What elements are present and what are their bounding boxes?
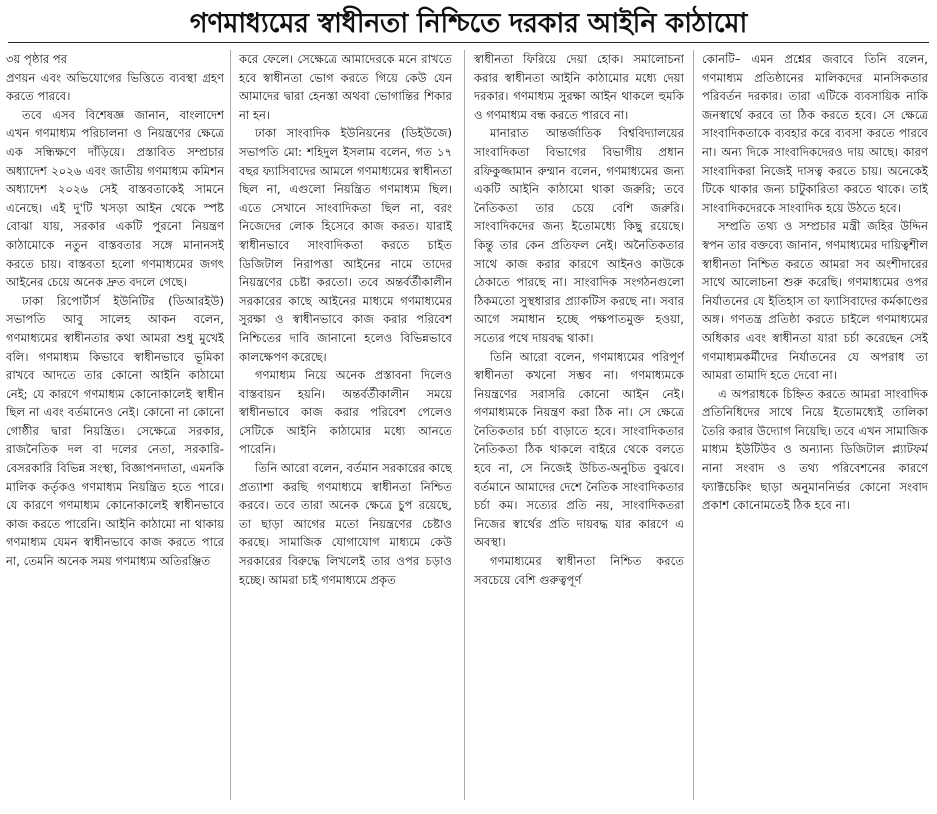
headline-box [8,5,929,43]
article-column-4 [702,50,928,808]
paragraph: সম্প্রতি তথ্য ও সম্প্রচার মন্ত্রী জহির উদ্দিন স্বপন তার বক্তব্যে জানান, গণমাধ্যমের দায়িত্বশীল স্বাধীনতা নিশ্চিত করতে আমরা সব অংশীদারের সাথে আলোচনা শুরু করেছি। গণমাধ্যমের ওপর নির্যাতনের যে ইতিহাস তা ফ্যাসিবাদের কর্মকাণ্ডের অঙ্গ। গণতন্ত্র প্রতিষ্ঠা করতে চাইলে গণমাধ্যমের অধিকার এবং স্বাধীনতা যারা চর্চা করেছেন সেই গণমাধ্যমকর্মীদের নির্যাতনের যে অপরাধ তা আমরা তামাদি হতে দেবো না। [702,219,928,383]
paragraph: করে ফেলে। সেক্ষেত্রে আমাদেরকে মনে রাখতে হবে স্বাধীনতা ভোগ করতে গিয়ে কেউ যেন আমাদের দ্বারা হেনস্তা অথবা ভোগান্তির শিকার না হন। [239,52,452,122]
paragraph: তিনি আরো বলেন, বর্তমান সরকারের কাছে প্রত্যাশা করছি গণমাধ্যমে স্বাধীনতা নিশ্চিত করবে। তবে তারা অনেক ক্ষেত্রে চুপ রয়েছে, তা ছাড়া আগের মতো নিয়ন্ত্রণের চেষ্টাও করছে। সামাজিক যোগাযোগ মাধ্যমে কেউ সরকারের বিরুদ্ধে লিখলেই তার ওপর চড়াও হচ্ছে। আমরা চাই গণমাধ্যমে প্রকৃত [239,461,452,587]
paragraph: ঢাকা রিপোর্টার্স ইউনিটির (ডিআরইউ) সভাপতি আবু সালেহ আকন বলেন, গণমাধ্যমের স্বাধীনতার কথা আমরা শুধু মুখেই বলি। গণমাধ্যম কিভাবে স্বাধীনভাবে ভূমিকা রাখবে আদতে তার কোনো আইনি কাঠামো নেই; যে কারণে গণমাধ্যম কোনোকালেই স্বাধীন ছিল না এবং বর্তমানেও নেই। কোনো না কোনো গোষ্ঠীর দ্বারা নিয়ন্ত্রিত। সেক্ষেত্রে সরকার, রাজনৈতিক দল বা দলের নেতা, সরকারি-বেসরকারি বিভিন্ন সংস্থা, বিজ্ঞাপনদাতা, এমনকি মালিক কর্তৃকও গণমাধ্যম নিয়ন্ত্রিত হতে পারে। যে কারণে গণমাধ্যম কোনোকালেই স্বাধীনভাবে কাজ করতে পারেনি। আইনি কাঠামো না থাকায় গণমাধ্যম যেমন স্বাধীনভাবে কাজ করতে পারে না, তেমনি অনেক সময় গণমাধ্যম অতিরঞ্জিত [6,293,224,569]
paragraph: প্রণয়ন এবং অভিযোগের ভিত্তিতে ব্যবস্থা গ্রহণ করতে পারবে। [6,70,224,104]
paragraph: স্বাধীনতা ফিরিয়ে দেয়া হোক। সমালোচনা করার স্বাধীনতা আইনি কাঠামোর মধ্যে দেয়া দরকার। গণমাধ্যম সুরক্ষা আইন থাকলে হুমকি ও গণমাধ্যম বন্ধ করতে পারবে না। [474,52,684,122]
paragraph: গণমাধ্যমের স্বাধীনতা নিশ্চিত করতে সবচেয়ে বেশি গুরুত্বপূর্ণ [474,554,684,587]
column-divider [230,50,231,800]
paragraph: ঢাকা সাংবাদিক ইউনিয়নের (ডিইউজে) সভাপতি মো: শহিদুল ইসলাম বলেন, গত ১৭ বছর ফ্যাসিবাদের আমলে গণমাধ্যমের স্বাধীনতা ছিল না, এগুলো নিয়ন্ত্রিত গণমাধ্যম ছিল। এতে সেখানে সাংবাদিকতা ছিল না, বরং নিজেদের লোক হিসেবে কাজ করত। যারাই স্বাধীনভাবে সাংবাদিকতা করতে চাইত ডিজিটাল নিরাপত্তা আইনের নামে তাদের নিয়ন্ত্রণের চেষ্টা করতো। তবে অন্তর্বর্তীকালীন সরকারের কাছে আইনের মাধ্যমে গণমাধ্যমের সুরক্ষা ও স্বাধীনভাবে কাজ করার পরিবেশ নিশ্চিতের দাবি জানানো হলেও বিভিন্নভাবে কালক্ষেপণ করেছে। [239,126,452,364]
paragraph: গণমাধ্যম নিয়ে অনেক প্রস্তাবনা দিলেও বাস্তবায়ন হয়নি। অন্তর্বর্তীকালীন সময়ে স্বাধীনভাবে কাজ করার পরিবেশ পেলেও সেটিকে আইনি কাঠামোর মধ্যে আনতে পারেনি। [239,368,452,457]
article-column-2 [239,50,452,808]
paragraph: তবে এসব বিশেষজ্ঞ জানান, বাংলাদেশ এখন গণমাধ্যম পরিচালনা ও নিয়ন্ত্রণের ক্ষেত্রে এক সন্ধিক্ষণে দাঁড়িয়ে। প্রস্তাবিত সম্প্রচার অধ্যাদেশ ২০২৬ এবং জাতীয় গণমাধ্যম কমিশন অধ্যাদেশ ২০২৬ সেই বাস্তবতাকেই সামনে এনেছে। এই দু'টি খসড়া আইন থেকে স্পষ্ট বোঝা যায়, সরকার একটি পুরনো নিয়ন্ত্রণ কাঠামোকে নতুন বাস্তবতার সঙ্গে মানানসই করতে চায়। বাস্তবতা হলো গণমাধ্যমের জগৎ আইনের চেয়ে অনেক দ্রুত বদলে গেছে। [6,107,224,290]
paragraph: তিনি আরো বলেন, গণমাধ্যমের পরিপূর্ণ স্বাধীনতা কখনো সম্ভব না। গণমাধ্যমকে নিয়ন্ত্রণের সরাসরি কোনো আইন নেই। গণমাধ্যমকে নিয়ন্ত্রণ করা ঠিক না। সে ক্ষেত্রে নৈতিকতার চর্চা বাড়াতে হবে। সাংবাদিকতার নৈতিকতা ঠিক থাকলে বাইরে থেকে বলতে হবে না, সে নিজেই উচিত-অনুচিত বুঝবে। বর্তমানে আমাদের দেশে নৈতিক সাংবাদিকতার চর্চা কম। সত্যের প্রতি নয়, সাংবাদিকতরা নিজের স্বার্থের প্রতি দায়বদ্ধ যার কারণে এ অবস্থা। [474,349,684,550]
continuation-reference: ৩য় পৃষ্ঠার পর [6,52,68,66]
article-headline: গণমাধ্যমের স্বাধীনতা নিশ্চিতে দরকার আইনি কাঠামো [189,8,748,39]
column-divider [464,50,465,800]
article-column-3 [474,50,684,808]
paragraph: কোনটি– এমন প্রশ্নের জবাবে তিনি বলেন, গণমাধ্যম প্রতিষ্ঠানের মালিকদের মানসিকতার পরিবর্তন দরকার। তারা এটিকে ব্যবসায়িক নাকি জনস্বার্থে করবে তা ঠিক করতে হবে। সে ক্ষেত্রে সাংবাদিকতাকে ব্যবহার করে ব্যবসা করতে পারবে না। অন্য দিকে সাংবাদিকদেরও দায় আছে। কারণ সাংবাদিকরা নিজেই দাসত্ব করতে চায়। অনেকেই টিকে থাকার জন্য চাটুকারিতা করতে থাকে। তাই সাংবাদিকদেরকে সাংবাদিক হয়ে উঠতে হবে। [702,52,928,215]
paragraph: এ অপরাধকে চিহ্নিত করতে আমরা সাংবাদিক প্রতিনিধিদের সাথে নিয়ে ইতোমধ্যেই তালিকা তৈরি করার উদ্যোগ নিয়েছি। তবে এখন সামাজিক মাধ্যম ইউটিউব ও অন্যান্য ডিজিটাল প্ল্যাটফর্ম নানা সংবাদ ও তথ্য পরিবেশনের কারণে ফ্যাক্টচেকিং ছাড়া অনুমাননির্ভর কোনো সংবাদ প্রকাশ কোনোমতেই ঠিক হবে না। [702,386,928,513]
paragraph: মানারাত আন্তর্জাতিক বিশ্ববিদ্যালয়ের সাংবাদিকতা বিভাগের বিভাগীয় প্রধান রফিকুজ্জামান রুম্মান বলেন, গণমাধ্যমের জন্য একটি আইনি কাঠামো থাকা জরুরি; তবে নৈতিকতা তার চেয়ে বেশি জরুরি। সাংবাদিকদের জন্য ইতোমধ্যে কিছু রয়েছে। কিন্তু তার কেন প্রতিফল নেই। অনৈতিকতার সাথে কাজ করার কারণে আইনও কাউকে ঠেকাতে পারছে না। সাংবাদিক সংগঠনগুলো ঠিকমতো সুস্থধারার প্র্যাকটিস করছে না। সবার আগে সমাধান হচ্ছে পক্ষপাতমুক্ত হওয়া, সত্যের পথে দায়বদ্ধ থাকা। [474,126,684,345]
article-column-1 [6,50,224,808]
column-divider [693,50,694,800]
